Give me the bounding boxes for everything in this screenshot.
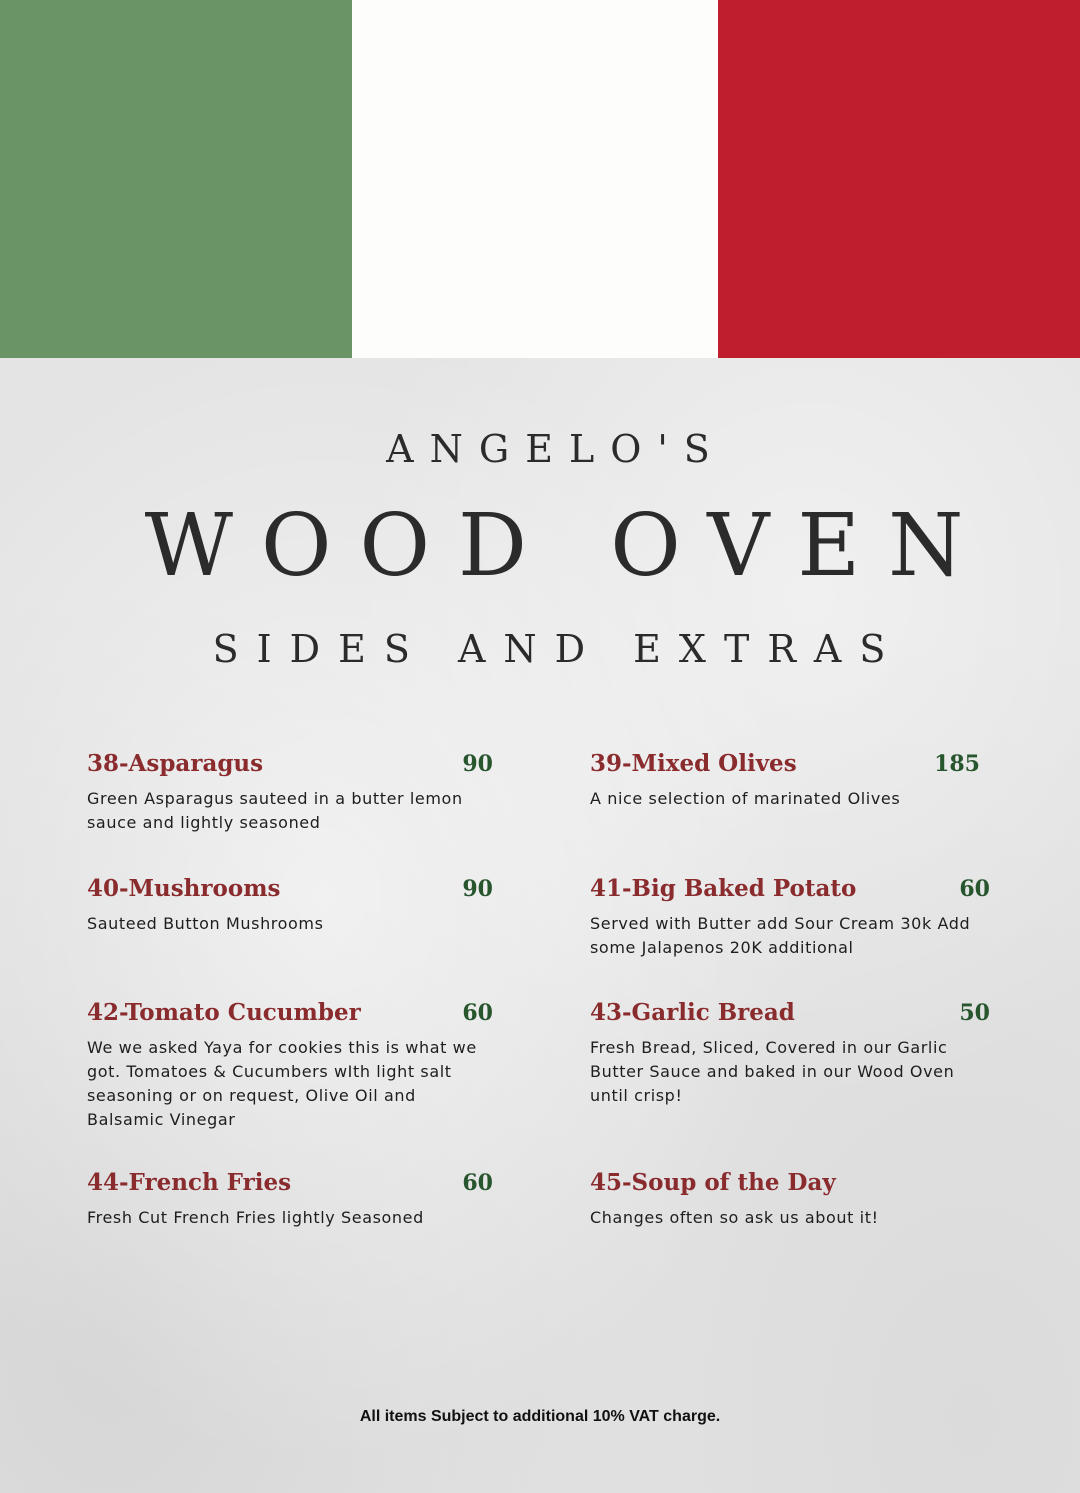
- menu-title: WOOD OVEN: [144, 496, 992, 596]
- menu-item: [87, 872, 492, 936]
- flag-green-band: [0, 0, 352, 358]
- menu-item-price: 90: [462, 751, 493, 777]
- menu-item-name: 45-Soup of the Day: [590, 1169, 836, 1196]
- flag-white-band: [352, 0, 718, 358]
- menu-item-name: 42-Tomato Cucumber: [87, 999, 361, 1026]
- menu-item: [87, 996, 492, 1132]
- menu-item-name: 41-Big Baked Potato: [590, 875, 857, 902]
- menu-item-price: 50: [959, 1000, 990, 1026]
- menu-item: [87, 747, 492, 835]
- menu-item-price: 60: [462, 1170, 493, 1196]
- menu-item: [590, 747, 995, 811]
- menu-section-title: SIDES AND EXTRAS: [212, 627, 904, 671]
- menu-item: [590, 996, 995, 1108]
- menu-item: [87, 1166, 492, 1230]
- menu-item-description: Changes often so ask us about it!: [590, 1208, 879, 1227]
- menu-item-price: 90: [462, 876, 493, 902]
- menu-item-description: Served with Butter add Sour Cream 30k Add some Jalapenos 20K additional: [590, 914, 971, 957]
- menu-item-name: 38-Asparagus: [87, 750, 264, 777]
- italian-flag-banner: [0, 0, 1080, 358]
- menu-item-name: 39-Mixed Olives: [590, 750, 797, 777]
- menu-item: [590, 872, 995, 960]
- menu-item-name: 43-Garlic Bread: [590, 999, 795, 1026]
- menu-item-price: 60: [462, 1000, 493, 1026]
- vat-note: All items Subject to additional 10% VAT charge.: [359, 1408, 721, 1425]
- menu-item-name: 44-French Fries: [87, 1169, 292, 1196]
- menu-item-name: 40-Mushrooms: [87, 875, 281, 902]
- menu-item-description: Sauteed Button Mushrooms: [87, 914, 324, 933]
- menu-item-description: Fresh Cut French Fries lightly Seasoned: [87, 1208, 424, 1227]
- menu-item-description: A nice selection of marinated Olives: [590, 789, 901, 808]
- menu-item: [590, 1166, 995, 1230]
- menu-item-description: We we asked Yaya for cookies this is what we got. Tomatoes & Cucumbers wIth light salt seasoning or on request, Olive Oil and Balsamic Vinegar: [87, 1038, 477, 1129]
- flag-red-band: [718, 0, 1080, 358]
- restaurant-brand: ANGELO'S: [386, 427, 726, 471]
- menu-item-description: Green Asparagus sauteed in a butter lemon sauce and lightly seasoned: [87, 789, 463, 832]
- menu-item-description: Fresh Bread, Sliced, Covered in our Garlic Butter Sauce and baked in our Wood Oven until crisp!: [590, 1038, 955, 1105]
- menu-item-price: 185: [934, 751, 980, 777]
- menu-item-price: 60: [959, 876, 990, 902]
